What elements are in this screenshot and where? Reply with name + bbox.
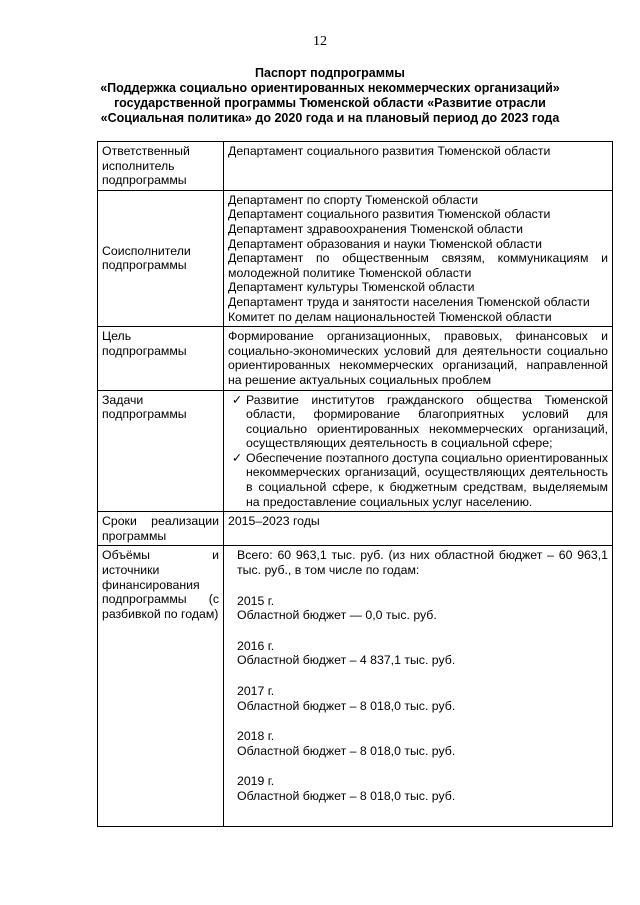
row-label: Объёмы и источники финансирования подпрограммы (с разбивкой по годам) <box>98 546 224 827</box>
funding-year <box>228 639 608 668</box>
coexecutor-item: Департамент социального развития Тюменской области <box>228 207 551 222</box>
title-line: «Социальная политика» до 2020 года и на плановый период до 2023 года <box>100 111 560 125</box>
year-label: 2018 г. <box>237 729 275 744</box>
coexecutor-item: Департамент здравоохранения Тюменской области <box>228 221 523 236</box>
coexecutor-item: Департамент образования и науки Тюменской области <box>228 236 542 251</box>
row-label: Цель подпрограммы <box>98 327 224 390</box>
coexecutor-item: Департамент труда и занятости населения Тюменской области <box>228 294 590 309</box>
passport-table <box>97 141 613 827</box>
task-text: Обеспечение поэтапного доступа социально ориентированных некоммерческих организаций, осуществляющих деятельность в социальной сфере, к бюджетным средствам, выделяемым на предоставление социальных услуг населению. <box>246 450 608 509</box>
row-label: Сроки реализации программы <box>98 512 224 546</box>
row-value <box>224 546 613 827</box>
coexecutor-item: Комитет по делам национальностей Тюменской области <box>228 309 552 324</box>
title-line: «Поддержка социально ориентированных некоммерческих организаций» <box>100 81 560 95</box>
checkmark-icon: ✓ <box>231 392 243 407</box>
coexecutor-item: Департамент культуры Тюменской области <box>228 280 475 295</box>
row-label: Соисполнители подпрограммы <box>98 190 224 326</box>
row-tasks <box>98 390 613 512</box>
checkmark-icon: ✓ <box>231 450 243 465</box>
year-label: 2015 г. <box>237 593 275 608</box>
row-terms <box>98 512 613 546</box>
coexecutor-item: Департамент по спорту Тюменской области <box>228 192 479 207</box>
row-value <box>224 190 613 326</box>
year-label: 2019 г. <box>237 774 275 789</box>
row-value <box>224 390 613 512</box>
row-label: Ответственный исполнитель подпрограммы <box>98 142 224 191</box>
year-amount: Областной бюджет – 8 018,0 тыс. руб. <box>237 788 456 803</box>
document-title <box>80 66 580 126</box>
funding-year <box>228 729 608 758</box>
year-label: 2016 г. <box>237 638 275 653</box>
year-amount: Областной бюджет – 8 018,0 тыс. руб. <box>237 698 456 713</box>
year-label: 2017 г. <box>237 684 275 698</box>
row-label: Задачи подпрограммы <box>98 390 224 512</box>
row-value: 2015–2023 годы <box>224 512 613 546</box>
funding-year <box>228 684 608 713</box>
year-amount: Областной бюджет – 8 018,0 тыс. руб. <box>237 743 456 758</box>
row-value: Формирование организационных, правовых, финансовых и социально-экономических условий для деятельности социально ориентированных некоммерческих организаций, направленной на решение актуальных социальных проблем <box>224 327 613 390</box>
row-responsible <box>98 142 613 191</box>
row-goal <box>98 327 613 390</box>
row-value: Департамент социального развития Тюменской области <box>224 142 613 191</box>
coexecutor-item: Департамент по общественным связям, коммуникациям и молодежной политике Тюменской области <box>228 251 608 280</box>
title-line: государственной программы Тюменской области «Развитие отрасли <box>114 96 546 110</box>
task-item <box>228 393 608 451</box>
page-number: 12 <box>313 34 327 49</box>
task-item <box>228 451 608 509</box>
task-text: Развитие институтов гражданского общества Тюменской области, формирование благоприятных условий для социально ориентированных некоммерческих организаций, осуществляющих деятельность в социальной сфере; <box>246 392 608 451</box>
title-line: Паспорт подпрограммы <box>255 66 405 80</box>
funding-year <box>228 774 608 803</box>
funding-year <box>228 594 608 623</box>
row-coexecutors <box>98 190 613 326</box>
row-funding <box>98 546 613 827</box>
year-amount: Областной бюджет — 0,0 тыс. руб. <box>237 608 437 623</box>
year-amount: Областной бюджет – 4 837,1 тыс. руб. <box>237 653 456 668</box>
funding-total: Всего: 60 963,1 тыс. руб. (из них областной бюджет – 60 963,1 тыс. руб., в том числе по годам: <box>237 548 608 578</box>
